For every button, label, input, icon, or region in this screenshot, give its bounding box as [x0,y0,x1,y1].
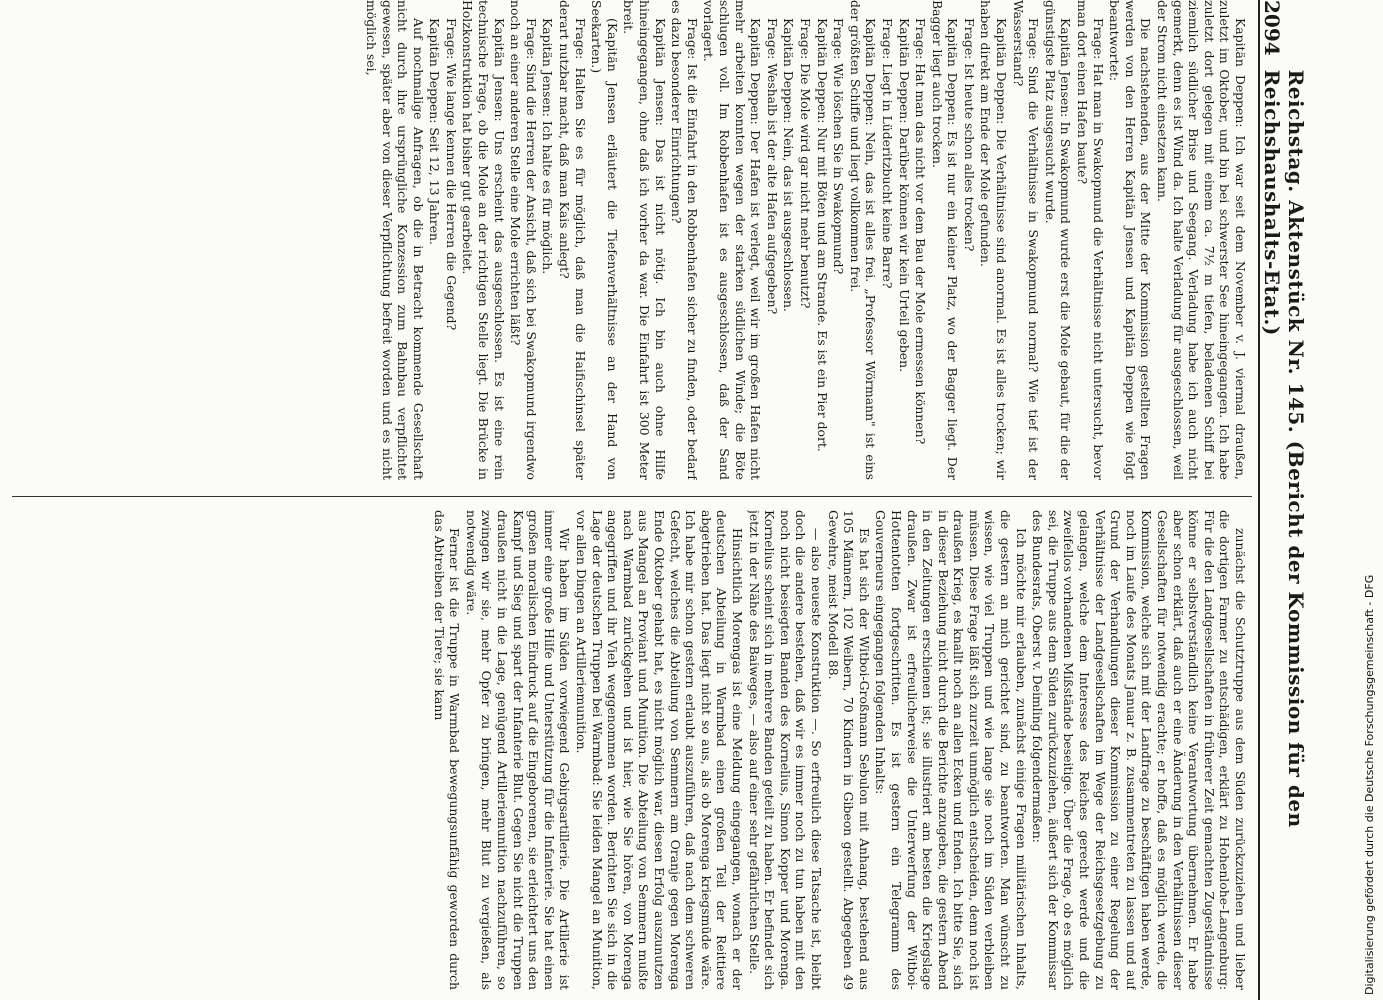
page-number: 2094 [1260,0,1284,56]
paragraph: Kapitän Jensen: In Swakopmund wurde erst die Mole gebaut, für die der günstigste Platz ausgesucht wurde. [1042,0,1074,480]
paragraph: Frage: Die Mole wird gar nicht mehr benutzt? [797,18,813,309]
paragraph: Die nachstehenden, aus der Mitte der Kommission gestellten Fragen werden von den Herren Kapitän Jensen und Kapitän Deppen wie folgt beantwortet: [1107,0,1154,480]
page-header [1258,0,1308,1000]
paragraph: Kapitän Deppen: Es ist nur ein kleiner Platz, wo der Bagger liegt. Der Bagger liegt auch trocken. [929,0,961,480]
paragraph: Es hat sich der Witboi-Großmann Sebulon mit Anhang, bestehend aus 105 Männern, 102 Weibern, 70 Kindern in Gibeon gestellt. Abgegeben 49 Gewehre, meist Modell 88. [825,510,872,990]
paragraph: Frage: Wie lange kennen die Herren die Gegend? [443,18,459,331]
paragraph: Frage: Weshalb ist der alte Hafen aufgegeben? [764,18,780,315]
paragraph: Frage: Hat man in Swakopmund die Verhältnisse nicht untersucht, bevor man dort einen Hafen baute? [1075,0,1106,480]
paragraph: Frage: Ist die Einfahrt in den Robbenhafen sicher zu finden, oder bedarf es dazu besonderer Einrichtungen? [669,0,700,480]
left-column [8,0,1248,480]
right-column [8,510,1248,990]
paragraph: Kapitän Deppen: Darüber können wir kein Urteil geben. [896,18,912,373]
paragraph: Wir haben im Süden vorwiegend Gebirgsartillerie. Die Artillerie ist immer eine große Hilfe und Unterstützung für die Infanterie. Sie hat einen großen moralischen Eindruck auf die Eingeborenen, sie erleichtert uns den Kampf und Sieg und spart der Infanterie Blut. Gegen Sie nicht die Truppen draußen nicht in die Lage, genügend Artilleriemunition nachzuführen, so zwingen wir sie, mehr Opfer zu bringen, mehr Blut zu vergießen, als notwendig wäre. [463,510,573,990]
paragraph: Frage: Sind die Herren der Ansicht, daß sich bei Swakopmund irgendwo noch an einer anderen Stelle eine Mole errichten läßt? [508,0,539,480]
paragraph: Hinsichtlich Morengas ist eine Meldung eingegangen, wonach er der deutschen Abteilung in Warmbad einen großen Teil der Reittiere abgetrieben hat. Das liegt nicht so aus, als ob Morenga kriegsmüde wäre. Ich habe mir schon gestern erlaubt auszuführen, daß nach dem schweren Gefecht, welches die Abteilung von Semmern am Oranje gegen Morenga Ende Oktober gehabt hat, es nicht möglich war, diesen Erfolg auszunutzen aus Mangel an Proviant und Munition. Die Abteilung von Semmern mußte nach Warmbad zurückgehen und ist hier, wie Sie hören, von Morenga angegriffen und ihr Vieh weggenommen worden. Berichten Sie sich in die Lage der deutschen Truppen bei Warmbad: Sie leiden Mangel an Munition, vor allen Dingen an Artilleriemunition. [574,510,745,990]
paragraph: Kapitän Deppen: Ich war seit dem November v. J. viermal draußen, zuletzt im Oktober, und bin bei schwerster See hineingegangen. Ich habe zuletzt dort gelegen mit einem ca. 7½ m tiefen, beladenen Schiff bei ziemlich südlicher Brise und Seegang. Verladung habe ich auch nicht gemerkt, denn es ist Wind da. Ich halte Verladung für ausgeschlossen, weil der Strom nicht einsetzen kann. [1155,0,1248,480]
paragraph: Kapitän Deppen: Die Verhältnisse sind anormal. Es ist alles trocken; wir haben direkt am Ende der Mole gefunden. [978,0,1010,480]
footer-credit [1363,575,1376,995]
paragraph: Kapitän Deppen: Nur mit Böten und am Strande. Es ist ein Pier dort. [814,18,830,452]
paragraph: Frage: Halten Sie es für möglich, daß man die Haifischinsel später derart nutzbar macht, daß man Kais anlegt? [557,0,588,480]
paragraph: Frage: Sind die Verhältnisse in Swakopmund normal? Wie tief ist der Wasserstand? [1010,0,1042,480]
paragraph: Frage: Ist heute schon alles trocken? [961,18,977,252]
paragraph: Frage: Wie löschen Sie in Swakopmund? [831,18,847,275]
paragraph: Frage: Hat man das nicht vor dem Bau der Mole ermessen können? [913,18,929,445]
paragraph: (Kapitän Jensen erläutert die Tiefenverhältnisse an der Hand von Seekarten.) [589,0,620,480]
paragraph: Ich möchte mir erlauben, zunächst einige Fragen militärischen Inhalts, die gestern an mich gerichtet sind, zu beantworten. Man wünscht zu wissen, wie viel Truppen und wie lange sie noch im Süden verbleiben müssen. Diese Frage läßt sich zurzeit unmöglich entscheiden, denn noch ist draußen Krieg, es knallt noch an allen Ecken und Enden. Ich bitte Sie, sich in dieser Beziehung nicht durch die Berichte anzugeben, die gestern Abend in den Zeitungen erschienen ist; sie illustriert am besten die Kriegslage draußen. Zwar ist erfreulicherweise die Unterwerfung der Witboi-Hottentotten fortgeschritten. Es ist gestern ein Telegramm des Gouverneurs eingegangen folgenden Inhalts: [873,510,1029,990]
footer [1363,0,1383,1000]
paragraph: — also neueste Konstruktion —. So erfreulich diese Tatsache ist, bleibt doch die andere bestehen, daß wir es immer noch zu tun haben mit den noch nicht besiegten Banden des Kornelius, Simon Kopper und Morenga. Kornelius scheint sich in mehrere Banden geteilt zu haben. Er befindet sich jetzt in der Nähe des Baiweges, — also auf einer sehr gefährlichen Stelle. [746,510,824,990]
paragraph: Kapitän Deppen: Nein, das ist alles frei. „Professor Wörmann" ist eins der größten Schiffe und liegt vollkommen frei. [847,0,879,480]
paragraph: Frage: Liegt in Lüderitzbucht keine Barre? [879,18,895,289]
paragraph: Ferner ist die Truppe in Warmbad bewegungsunfähig geworden durch das Abtreiben der Tiere; sie kann [431,510,463,990]
column-divider [12,496,1252,497]
paragraph: Kapitän Jensen: Uns erscheint das ausgeschlossen. Es ist eine rein technische Frage, ob die Mole an der richtigen Stelle liegt. Die Brücke in Holzkonstruktion hat bisher gut gearbeitet. [460,0,507,480]
paragraph: Kapitän Deppen: Der Hafen ist verlegt, weil wir im großen Hafen nicht mehr arbeiten konnten wegen der starken südlichen Winde; die Böte schlugen voll. Im Robbenhafen ist es ausgeschlossen, daß der Sand vorlagert. [701,0,764,480]
paragraph: Kapitän Jensen: Ich halte es für möglich. [540,18,556,275]
paragraph: Kapitän Deppen: Seit 12, 13 Jahren. [427,18,443,245]
paragraph: Auf nochmalige Anfragen, ob die in Betracht kommende Gesellschaft nicht durch ihre ursprüngliche Konzession zum Bahnbau verpflichtet gewesen, später aber von dieser Verpflichtung befreit worden und es nicht möglich sei, [363,0,426,480]
footer-credit-text: Digitalisierung gefördert durch die Deutsche Forschungsgemeinschaft - [1363,601,1376,995]
paragraph: Kapitän Deppen: Nein, das ist ausgeschlossen. [781,18,797,312]
running-title: Reichstag. Aktenstück Nr. 145. (Bericht der Kommission für den Reichshaushalts-Etat.) [1260,69,1308,828]
paragraph: zunächst die Schutztruppe aus dem Süden zurückzuziehen und lieber die dortigen Farmer zu entschädigen, erklärt zu Hohenlohe-Langenburg: Für die den Landgesellschaften in früherer Zeit gemachten Zugeständnisse könne er selbstverständlich keine Verantwortung übernehmen. Er habe aber schon erklärt, daß auch er eine Änderung in den Verhältnissen dieser Gesellschaften für notwendig erachte; er hoffe, daß es möglich werde, die Kommission, welche sich mit der Landfrage zu beschäftigen haben werde, noch im Laufe des Monats Januar z. B. zusammentreten zu lassen und auf Grund der Verhandlungen dieser Kommission zu einer Regelung der Verhältnisse der Landgesellschaften im Wege der Reichsgesetzgebung zu gelangen, welche dem Interesse des Reiches gerecht werde und die zweifellos vorhandenen Mißstände beseitige. Über die Frage, ob es möglich sei, die Truppe aus dem Süden zurückzuziehen, äußert sich der Kommissar des Bundesrats, Oberst v. Deimling folgendermaßen: [1030,510,1248,990]
dfg-logo: DFG [1363,574,1376,599]
paragraph: Kapitän Jensen: Das ist nicht nötig. Ich bin auch ohne Hilfe hineingegangen, ohne daß ich vorher da war. Die Einfahrt ist 300 Meter breit. [621,0,668,480]
